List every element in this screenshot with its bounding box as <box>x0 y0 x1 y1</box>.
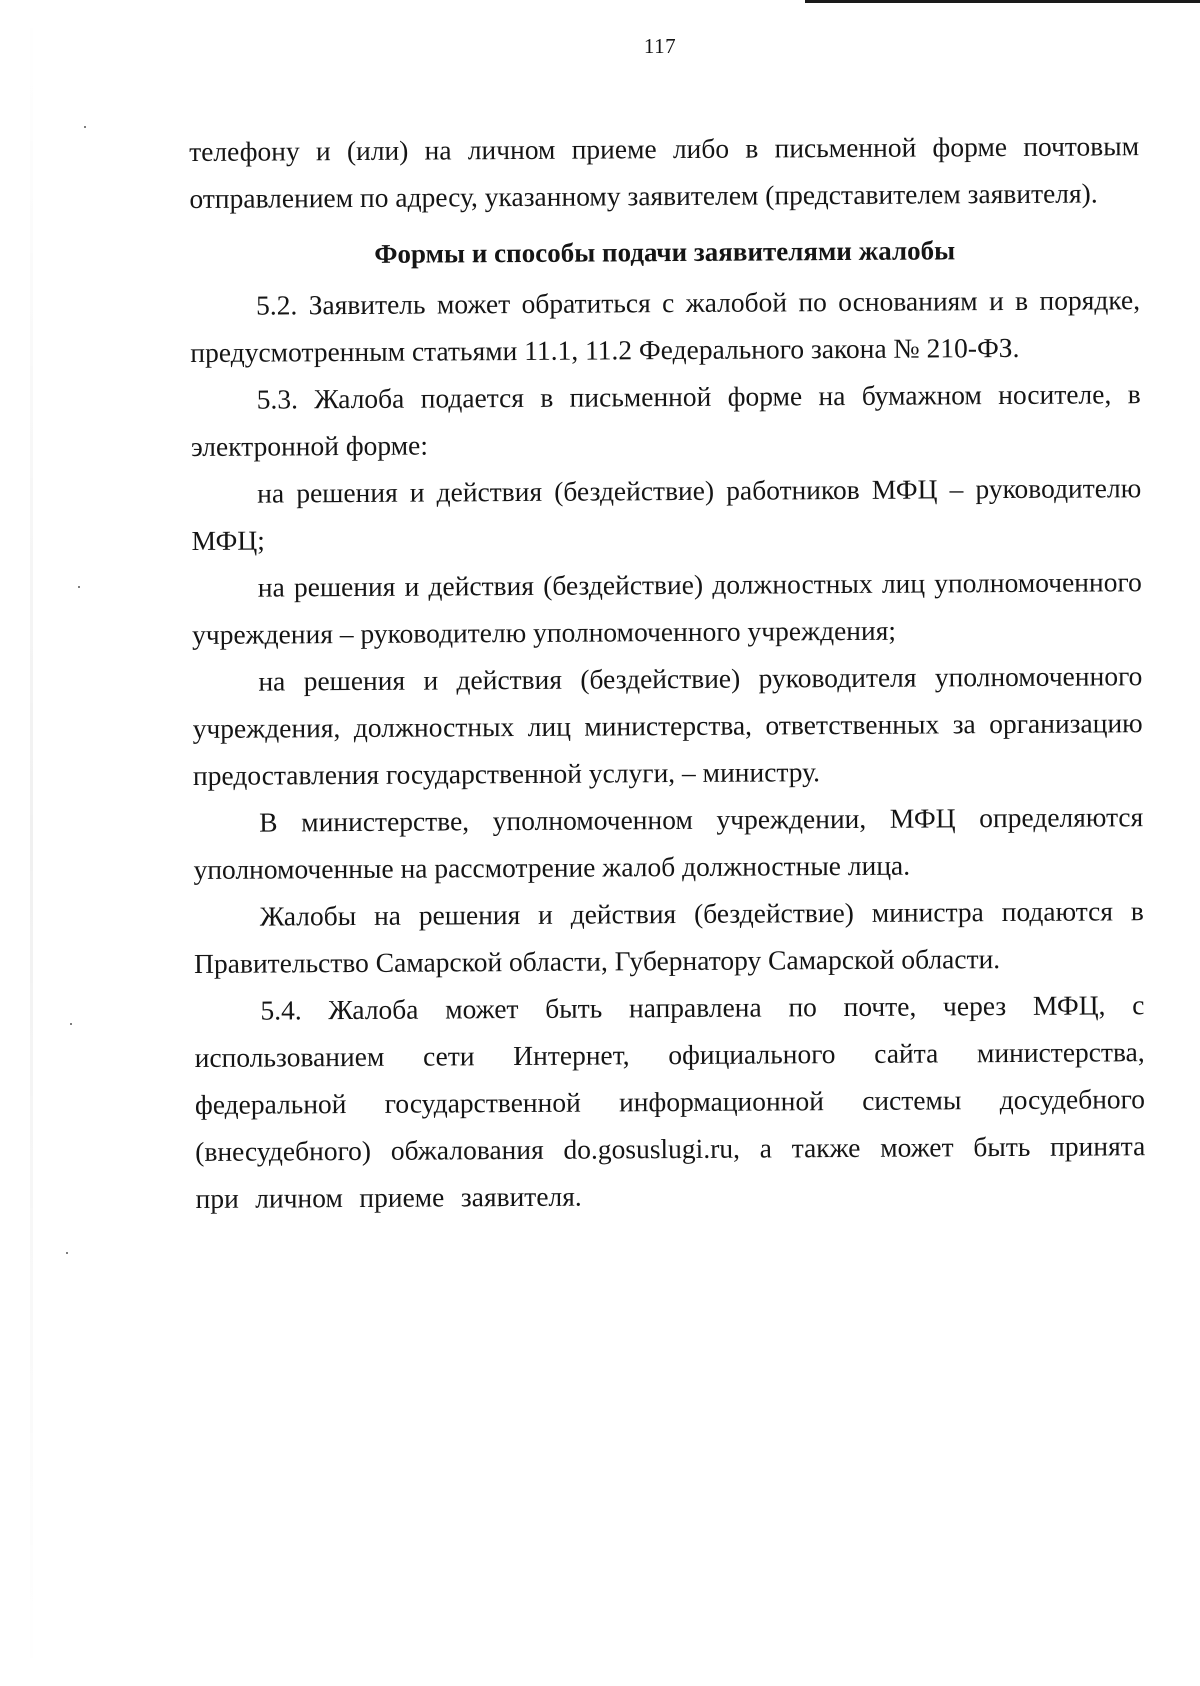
paragraph-continuation: телефону и (или) на личном приеме либо в письменной форме почтовым отправлением по адресу, указанному заявителем (представителем заявителя). <box>189 130 1140 214</box>
paragraph-5-3: 5.3. Жалоба подается в письменной форме на бумажном носителе, в электронной форме: <box>190 378 1141 462</box>
paragraph-authorized-officials: на решения и действия (бездействие) должностных лиц уполномоченного учреждения – руководителю уполномоченного учреждения; <box>191 566 1142 650</box>
section-heading: Формы и способы подачи заявителями жалобы <box>374 235 956 269</box>
paragraph-mfc-workers: на решения и действия (бездействие) работников МФЦ – руководителю МФЦ; <box>191 472 1142 556</box>
scan-speck <box>66 1252 68 1254</box>
paragraph-5-2: 5.2. Заявитель может обратиться с жалобой по основаниям и в порядке, предусмотренным статьями 11.1, 11.2 Федерального закона № 210-ФЗ. <box>190 284 1141 368</box>
paragraph-5-4: 5.4. Жалоба может быть направлена по почте, через МФЦ, с использованием сети Интернет, официального сайта министерства, федеральной государственной информационной системы досудебного (внесудебного) обжалования do.gosuslugi.ru, а также может быть принята при личном приеме заявителя. <box>194 989 1146 1214</box>
paragraph-designated-officials: В министерстве, уполномоченном учреждении, МФЦ определяются уполномоченные на рассмотрение жалоб должностные лица. <box>193 801 1144 885</box>
scan-speck <box>84 126 86 128</box>
document-body <box>189 122 1146 1222</box>
scan-edge-shadow <box>30 0 33 1686</box>
scan-speck <box>78 586 80 588</box>
scan-edge-line <box>805 0 1200 3</box>
scan-speck <box>70 1023 72 1025</box>
page-number: 117 <box>643 34 677 58</box>
paragraph-head-of-institution: на решения и действия (бездействие) руководителя уполномоченного учреждения, должностных лиц министерства, ответственных за организацию предоставления государственной услуги, – министру. <box>192 660 1143 791</box>
paragraph-minister-complaints: Жалобы на решения и действия (бездействие) министра подаются в Правительство Самарской области, Губернатору Самарской области. <box>194 895 1144 979</box>
